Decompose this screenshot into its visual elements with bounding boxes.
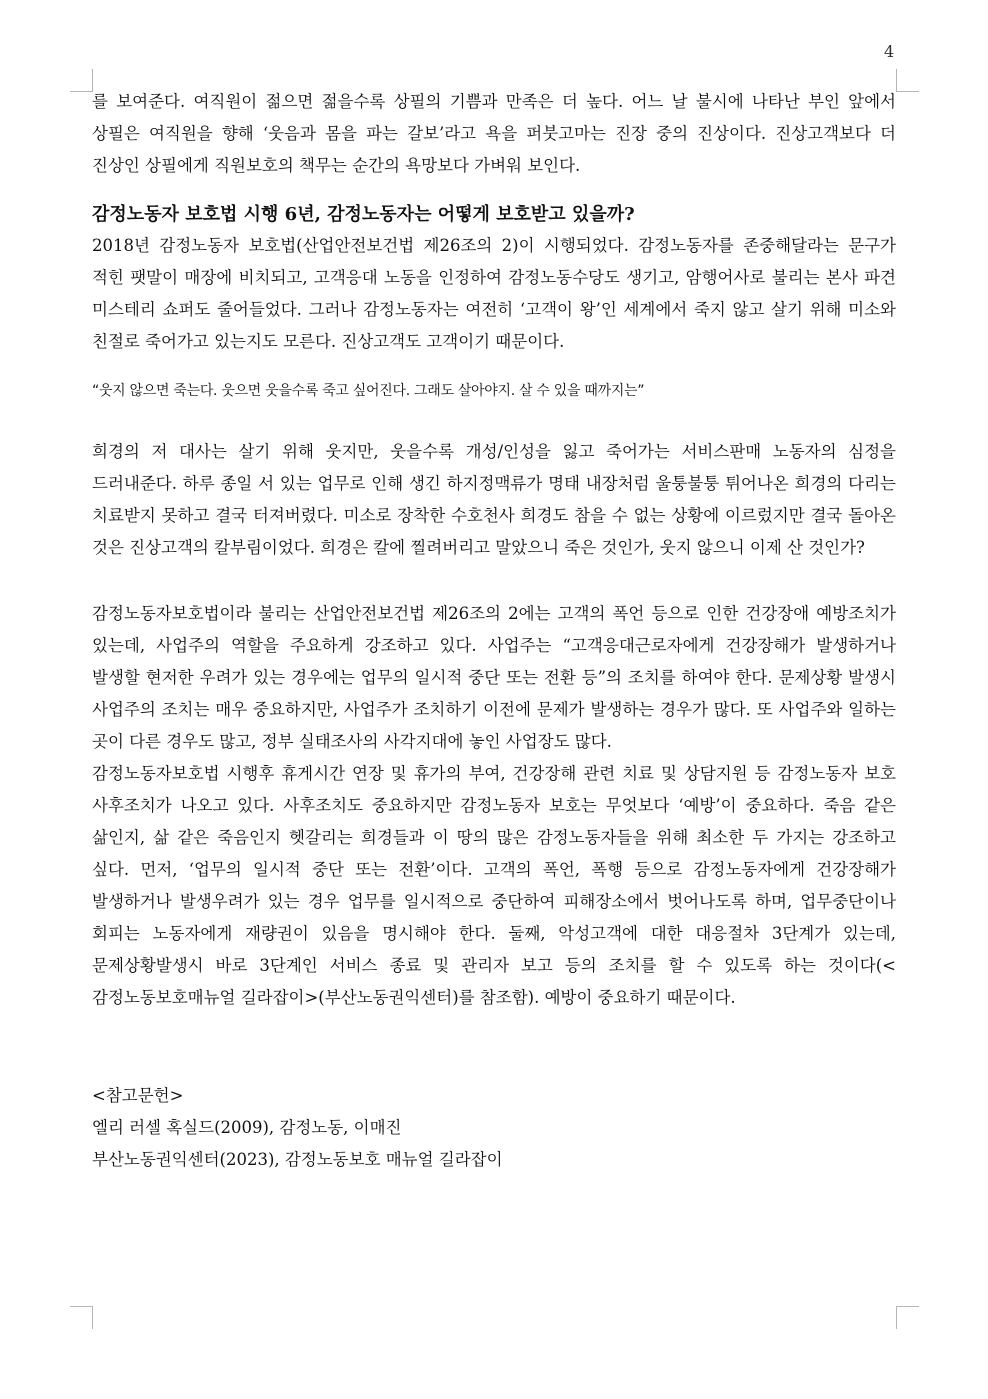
- section-heading: 감정노동자 보호법 시행 6년, 감정노동자는 어떻게 보호받고 있을까?: [92, 204, 635, 225]
- crop-mark-top-right: [896, 69, 919, 92]
- document-body: [92, 86, 896, 1176]
- crop-mark-bottom-left: [70, 1306, 93, 1329]
- page-number: 4: [884, 42, 895, 61]
- paragraph-intro: 를 보여준다. 여직원이 젊으면 젊을수록 상필의 기쁨과 만족은 더 높다. 어느 날 불시에 나타난 부인 앞에서 상필은 여직원을 향해 ‘웃음과 몸을 파는 갈보’라고 욕을 퍼붓고마는 진장 중의 진상이다. 진상고객보다 더 진상인 상필에게 직원보호의 책무는 순간의 욕망보다 가벼워 보인다.: [92, 92, 896, 175]
- crop-mark-bottom-right: [896, 1306, 919, 1329]
- paragraph-law: 2018년 감정노동자 보호법(산업안전보건법 제26조의 2)이 시행되었다. 감정노동자를 존중해달라는 문구가 적힌 팻말이 매장에 비치되고, 고객응대 노동을 인정하여 감정노동수당도 생기고, 암행어사로 불리는 본사 파견 미스테리 쇼퍼도 줄어들었다. 그러나 감정노동자는 여전히 ‘고객이 왕’인 세계에서 죽지 않고 살기 위해 미소와 친절로 죽어가고 있는지도 모른다. 진상고객도 고객이기 때문이다.: [92, 236, 896, 351]
- paragraph-heekyung: 희경의 저 대사는 살기 위해 웃지만, 웃을수록 개성/인성을 잃고 죽어가는 서비스판매 노동자의 심정을 드러내준다. 하루 종일 서 있는 업무로 인해 생긴 하지정맥류가 명태 내장처럼 울퉁불퉁 튀어나온 희경의 다리는 치료받지 못하고 결국 터져버렸다. 미소로 장착한 수호천사 희경도 참을 수 없는 상황에 이르렀지만 결국 돌아온 것은 진상고객의 칼부림이었다. 희경은 칼에 찔려버리고 말았으니 죽은 것인가, 웃지 않으니 이제 산 것인가?: [92, 442, 896, 557]
- quote-line: “웃지 않으면 죽는다. 웃으면 웃을수록 죽고 싶어진다. 그래도 살아야지. 살 수 있을 때까지는”: [92, 383, 645, 399]
- paragraph-article26: 감정노동자보호법이라 불리는 산업안전보건법 제26조의 2에는 고객의 폭언 등으로 인한 건강장애 예방조치가 있는데, 사업주의 역할을 주요하게 강조하고 있다. 사업주는 “고객응대근로자에게 건강장해가 발생하거나 발생할 현저한 우려가 있는 경우에는 업무의 일시적 중단 또는 전환 등”의 조치를 하여야 한다. 문제상황 발생시 사업주의 조치는 매우 중요하지만, 사업주가 조치하기 이전에 문제가 발생하는 경우가 많다. 또 사업주와 일하는 곳이 다른 경우도 많고, 정부 실태조사의 사각지대에 놓인 사업장도 많다.: [92, 604, 896, 751]
- reference-item: 부산노동권익센터(2023), 감정노동보호 매뉴얼 길라잡이: [92, 1150, 503, 1169]
- references-title: <참고문헌>: [92, 1086, 184, 1105]
- reference-item: 엘리 러셀 혹실드(2009), 감정노동, 이매진: [92, 1118, 402, 1137]
- paragraph-prevention: 감정노동자보호법 시행후 휴게시간 연장 및 휴가의 부여, 건강장해 관련 치료 및 상담지원 등 감정노동자 보호 사후조치가 나오고 있다. 사후조치도 중요하지만 감정노동자 보호는 무엇보다 ‘예방’이 중요하다. 죽음 같은 삶인지, 삶 같은 죽음인지 헷갈리는 희경들과 이 땅의 많은 감정노동자들을 위해 최소한 두 가지는 강조하고 싶다. 먼저, ‘업무의 일시적 중단 또는 전환’이다. 고객의 폭언, 폭행 등으로 감정노동자에게 건강장해가 발생하거나 발생우려가 있는 경우 업무를 일시적으로 중단하여 피해장소에서 벗어나도록 하며, 업무중단이나 회피는 노동자에게 재량권이 있음을 명시해야 한다. 둘째, 악성고객에 대한 대응절차 3단계가 있는데, 문제상황발생시 바로 3단계인 서비스 종료 및 관리자 보고 등의 조치를 할 수 있도록 하는 것이다(<감정노동보호매뉴얼 길라잡이>(부산노동권익센터)를 참조함). 예방이 중요하기 때문이다.: [92, 764, 896, 1007]
- crop-mark-top-left: [70, 69, 93, 92]
